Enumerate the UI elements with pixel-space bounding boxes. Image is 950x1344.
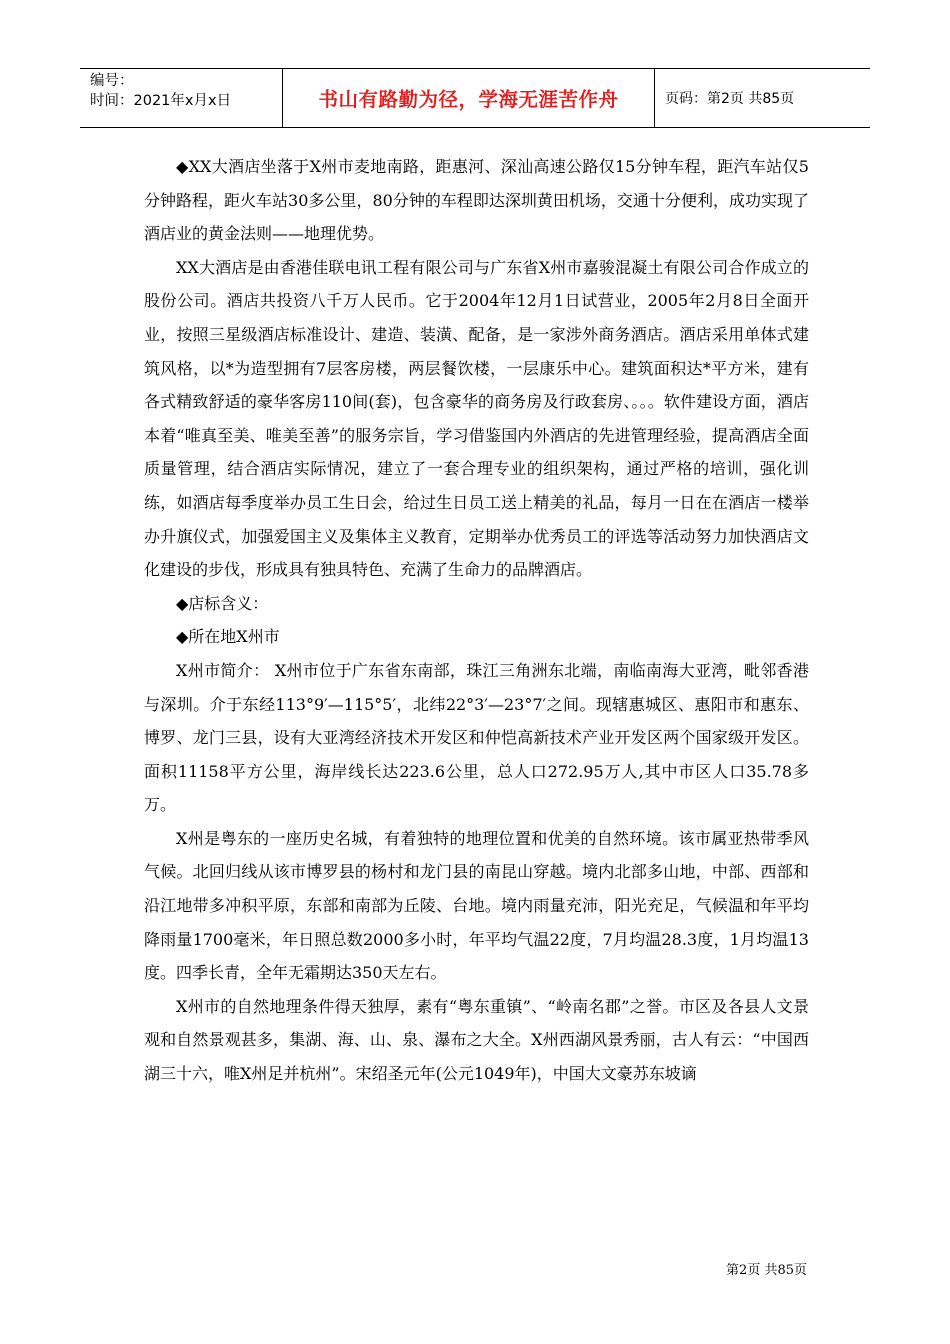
page-footer: 第2页 共85页	[726, 1263, 807, 1278]
paragraph-city-scenery: X州市的自然地理条件得天独厚，素有“粤东重镇”、“岭南名郡”之誉。市区及各县人文景观和自然景观甚多，集湖、海、山、泉、瀑布之大全。X州西湖风景秀丽，古人有云：“中国西湖三十六，唯X州足并杭州”。宋绍圣元年(公元1049年)，中国大文豪苏东坡谪	[144, 996, 809, 1084]
paragraph-city-climate: X州是粤东的一座历史名城，有着独特的地理位置和优美的自然环境。该市属亚热带季风气候。北回归线从该市博罗县的杨村和龙门县的南昆山穿越。境内北部多山地，中部、西部和沿江地带多冲积平原，东部和南部为丘陵、台地。境内雨量充沛，阳光充足，气候温和年平均降雨量1700毫米，年日照总数2000多小时，年平均气温22度，7月均温28.3度，1月均温13度。四季长青，全年无霜期达350天左右。	[144, 828, 809, 983]
paragraph-city-intro: X州市简介： X州市位于广东省东南部，珠江三角洲东北端，南临南海大亚湾，毗邻香港与深圳。介于东经113°9′—115°5′，北纬22°3′—23°7′之间。现辖惠城区、惠阳市和惠东、博罗、龙门三县，设有大亚湾经济技术开发区和仲恺高新技术产业开发区两个国家级开发区。面积11158平方公里，海岸线长达223.6公里，总人口272.95万人,其中市区人口35.78多万。	[144, 660, 809, 815]
paragraph-logo-meaning: ◆店标含义：	[176, 593, 269, 613]
document-number-label: 编号：	[90, 73, 134, 89]
paragraph-city-heading: ◆所在地X州市	[176, 627, 280, 647]
header-page-code: 页码：第2页 共85页	[665, 91, 795, 107]
document-body	[144, 150, 809, 1091]
header-meta	[80, 69, 283, 127]
header-motto: 书山有路勤为径，学海无涯苦作舟	[283, 69, 655, 127]
document-time: 时间：2021年x月x日	[90, 93, 232, 109]
page-header	[80, 68, 870, 128]
paragraph-hotel-intro: XX大酒店是由香港佳联电讯工程有限公司与广东省X州市嘉骏混凝土有限公司合作成立的股份公司。酒店共投资八千万人民币。它于2004年12月1日试营业，2005年2月8日全面开业，按照三星级酒店标准设计、建造、装潢、配备，是一家涉外商务酒店。酒店采用单体式建筑风格，以*为造型拥有7层客房楼，两层餐饮楼，一层康乐中心。建筑面积达*平方米，建有各式精致舒适的豪华客房110间(套)，包含豪华的商务房及行政套房、。。。软件建设方面，酒店本着“唯真至美、唯美至善”的服务宗旨，学习借鉴国内外酒店的先进管理经验，提高酒店全面质量管理，结合酒店实际情况，建立了一套合理专业的组织架构，通过严格的培训，强化训练，如酒店每季度举办员工生日会，给过生日员工送上精美的礼品，每月一日在在酒店一楼举办升旗仪式，加强爱国主义及集体主义教育，定期举办优秀员工的评选等活动努力加快酒店文化建设的步伐，形成具有独具特色、充满了生命力的品牌酒店。	[144, 257, 809, 580]
paragraph-location: ◆XX大酒店坐落于X州市麦地南路，距惠河、深汕高速公路仅15分钟车程，距汽车站仅5分钟路程，距火车站30多公里，80分钟的车程即达深圳黄田机场，交通十分便利，成功实现了酒店业的黄金法则——地理优势。	[144, 157, 809, 244]
